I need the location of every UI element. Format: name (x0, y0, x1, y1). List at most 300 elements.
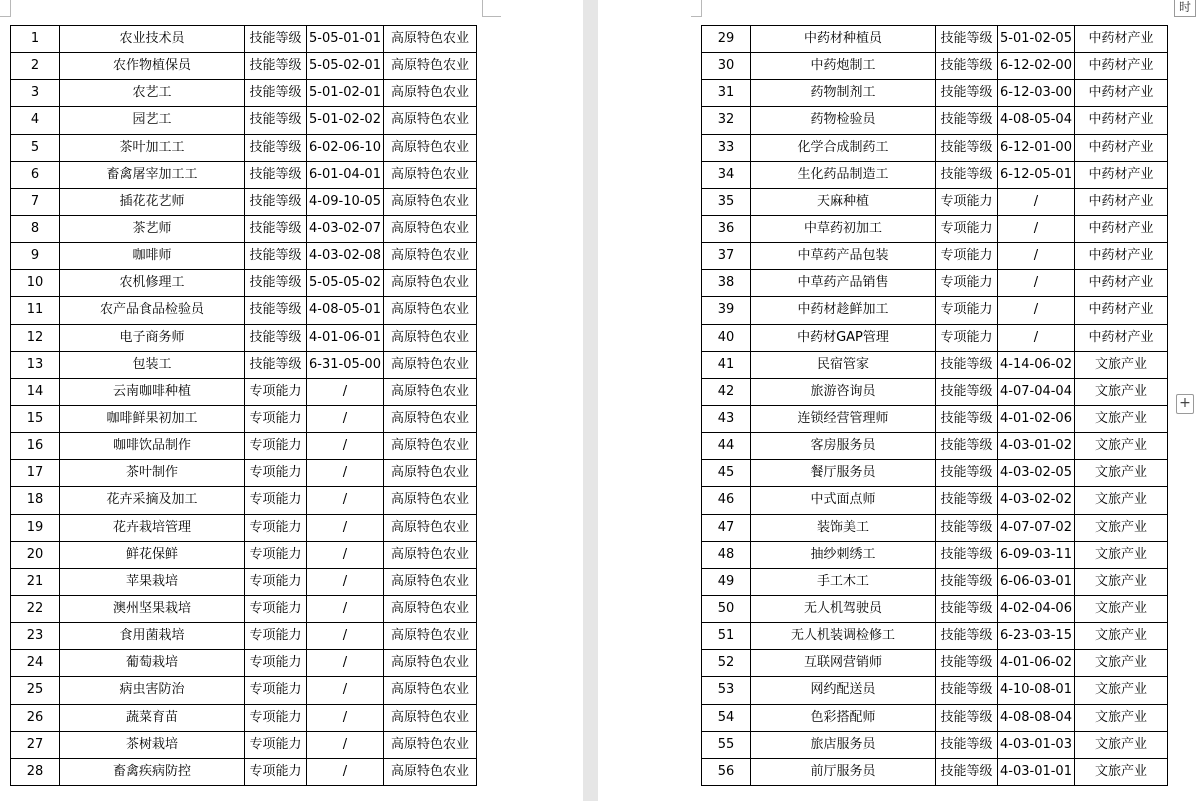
page-corner-mark (691, 0, 702, 17)
certificate-type-cell: 技能等级 (936, 161, 998, 188)
row-number-cell: 50 (702, 595, 751, 622)
occupation-name-cell: 装饰美工 (751, 514, 936, 541)
table-row (702, 514, 1168, 541)
table-row (11, 107, 477, 134)
certificate-type-cell: 技能等级 (245, 134, 307, 161)
industry-cell: 高原特色农业 (384, 677, 477, 704)
table-row (11, 161, 477, 188)
row-number-cell: 24 (11, 650, 60, 677)
table-row (11, 324, 477, 351)
occupation-code-cell: 6-12-01-00 (998, 134, 1075, 161)
occupation-code-cell: 6-06-03-01 (998, 568, 1075, 595)
occupation-name-cell: 茶艺师 (60, 215, 245, 242)
table-row (702, 270, 1168, 297)
occupation-name-cell: 中式面点师 (751, 487, 936, 514)
row-number-cell: 13 (11, 351, 60, 378)
industry-cell: 高原特色农业 (384, 595, 477, 622)
industry-cell: 高原特色农业 (384, 731, 477, 758)
row-number-cell: 40 (702, 324, 751, 351)
table-row (702, 26, 1168, 53)
certificate-type-cell: 专项能力 (245, 731, 307, 758)
occupation-code-cell: / (307, 541, 384, 568)
table-row (702, 134, 1168, 161)
occupation-code-cell: / (998, 243, 1075, 270)
table-row (11, 514, 477, 541)
certificate-type-cell: 专项能力 (245, 378, 307, 405)
occupation-code-cell: 4-07-07-02 (998, 514, 1075, 541)
industry-cell: 文旅产业 (1075, 595, 1168, 622)
certificate-type-cell: 技能等级 (245, 243, 307, 270)
table-row (11, 623, 477, 650)
occupation-name-cell: 连锁经营管理师 (751, 405, 936, 432)
row-number-cell: 27 (11, 731, 60, 758)
industry-cell: 文旅产业 (1075, 487, 1168, 514)
occupation-name-cell: 中草药初加工 (751, 215, 936, 242)
occupation-code-cell: 5-05-01-01 (307, 26, 384, 53)
table-row (702, 433, 1168, 460)
table-row (11, 568, 477, 595)
certificate-type-cell: 专项能力 (936, 297, 998, 324)
occupation-code-cell: 4-14-06-02 (998, 351, 1075, 378)
occupation-code-cell: / (307, 460, 384, 487)
industry-cell: 高原特色农业 (384, 53, 477, 80)
occupation-code-cell: 4-03-02-02 (998, 487, 1075, 514)
occupation-name-cell: 中草药产品销售 (751, 270, 936, 297)
industry-cell: 文旅产业 (1075, 460, 1168, 487)
industry-cell: 高原特色农业 (384, 188, 477, 215)
table-row (702, 487, 1168, 514)
table-row (702, 215, 1168, 242)
industry-cell: 高原特色农业 (384, 433, 477, 460)
table-row (702, 161, 1168, 188)
row-number-cell: 4 (11, 107, 60, 134)
certificate-type-cell: 专项能力 (936, 270, 998, 297)
occupation-name-cell: 食用菌栽培 (60, 623, 245, 650)
occupation-code-cell: / (307, 650, 384, 677)
occupation-name-cell: 中药材GAP管理 (751, 324, 936, 351)
row-number-cell: 9 (11, 243, 60, 270)
page-corner-mark (0, 0, 11, 17)
occupation-code-cell: / (307, 595, 384, 622)
row-number-cell: 34 (702, 161, 751, 188)
occupation-name-cell: 前厅服务员 (751, 758, 936, 785)
certificate-type-cell: 技能等级 (936, 351, 998, 378)
occupation-code-cell: 5-05-05-02 (307, 270, 384, 297)
industry-cell: 高原特色农业 (384, 758, 477, 785)
certificate-type-cell: 专项能力 (936, 243, 998, 270)
certificate-type-cell: 专项能力 (245, 405, 307, 432)
row-number-cell: 8 (11, 215, 60, 242)
occupation-code-cell: / (998, 270, 1075, 297)
industry-cell: 高原特色农业 (384, 704, 477, 731)
table-row (11, 378, 477, 405)
certificate-type-cell: 专项能力 (245, 541, 307, 568)
occupation-code-cell: / (307, 433, 384, 460)
row-number-cell: 3 (11, 80, 60, 107)
table-row (11, 731, 477, 758)
occupation-name-cell: 旅游咨询员 (751, 378, 936, 405)
certificate-type-cell: 技能等级 (936, 487, 998, 514)
occupation-code-cell: 4-08-05-04 (998, 107, 1075, 134)
row-number-cell: 46 (702, 487, 751, 514)
industry-cell: 文旅产业 (1075, 650, 1168, 677)
table-row (702, 623, 1168, 650)
table-row (11, 460, 477, 487)
certificate-type-cell: 技能等级 (245, 53, 307, 80)
table-row (702, 704, 1168, 731)
occupation-name-cell: 手工木工 (751, 568, 936, 595)
row-number-cell: 55 (702, 731, 751, 758)
industry-cell: 高原特色农业 (384, 215, 477, 242)
industry-cell: 中药材产业 (1075, 188, 1168, 215)
occupation-code-cell: / (307, 704, 384, 731)
certificate-type-cell: 专项能力 (936, 324, 998, 351)
occupation-code-cell: / (307, 623, 384, 650)
table-row (11, 134, 477, 161)
occupation-name-cell: 药物检验员 (751, 107, 936, 134)
industry-cell: 中药材产业 (1075, 53, 1168, 80)
certificate-type-cell: 技能等级 (936, 623, 998, 650)
certificate-type-cell: 技能等级 (936, 107, 998, 134)
certificate-type-cell: 技能等级 (936, 80, 998, 107)
certificate-type-cell: 技能等级 (936, 378, 998, 405)
occupation-name-cell: 鲜花保鲜 (60, 541, 245, 568)
occupation-table-right (701, 25, 1168, 786)
row-number-cell: 35 (702, 188, 751, 215)
certificate-type-cell: 专项能力 (245, 704, 307, 731)
certificate-type-cell: 技能等级 (936, 650, 998, 677)
occupation-name-cell: 旅店服务员 (751, 731, 936, 758)
industry-cell: 文旅产业 (1075, 541, 1168, 568)
occupation-name-cell: 茶叶加工工 (60, 134, 245, 161)
industry-cell: 中药材产业 (1075, 161, 1168, 188)
row-number-cell: 56 (702, 758, 751, 785)
industry-cell: 高原特色农业 (384, 80, 477, 107)
table-row (11, 80, 477, 107)
certificate-type-cell: 技能等级 (245, 270, 307, 297)
occupation-name-cell: 中药炮制工 (751, 53, 936, 80)
occupation-name-cell: 园艺工 (60, 107, 245, 134)
occupation-name-cell: 餐厅服务员 (751, 460, 936, 487)
occupation-code-cell: 6-01-04-01 (307, 161, 384, 188)
row-number-cell: 21 (11, 568, 60, 595)
certificate-type-cell: 技能等级 (245, 297, 307, 324)
row-number-cell: 38 (702, 270, 751, 297)
row-number-cell: 54 (702, 704, 751, 731)
row-number-cell: 32 (702, 107, 751, 134)
occupation-name-cell: 客房服务员 (751, 433, 936, 460)
occupation-code-cell: / (307, 731, 384, 758)
table-row (11, 270, 477, 297)
occupation-name-cell: 化学合成制药工 (751, 134, 936, 161)
occupation-name-cell: 无人机驾驶员 (751, 595, 936, 622)
row-number-cell: 41 (702, 351, 751, 378)
occupation-code-cell: / (998, 297, 1075, 324)
industry-cell: 中药材产业 (1075, 215, 1168, 242)
occupation-name-cell: 网约配送员 (751, 677, 936, 704)
industry-cell: 文旅产业 (1075, 677, 1168, 704)
table-row (702, 650, 1168, 677)
row-number-cell: 15 (11, 405, 60, 432)
certificate-type-cell: 技能等级 (245, 324, 307, 351)
industry-cell: 高原特色农业 (384, 26, 477, 53)
occupation-code-cell: 4-01-06-02 (998, 650, 1075, 677)
industry-cell: 中药材产业 (1075, 26, 1168, 53)
industry-cell: 高原特色农业 (384, 324, 477, 351)
occupation-name-cell: 抽纱刺绣工 (751, 541, 936, 568)
certificate-type-cell: 专项能力 (245, 758, 307, 785)
certificate-type-cell: 专项能力 (245, 568, 307, 595)
certificate-type-cell: 专项能力 (245, 433, 307, 460)
occupation-name-cell: 互联网营销师 (751, 650, 936, 677)
occupation-name-cell: 咖啡饮品制作 (60, 433, 245, 460)
occupation-code-cell: / (307, 405, 384, 432)
occupation-code-cell: / (998, 324, 1075, 351)
row-number-cell: 33 (702, 134, 751, 161)
occupation-code-cell: 4-01-02-06 (998, 405, 1075, 432)
occupation-name-cell: 插花花艺师 (60, 188, 245, 215)
row-number-cell: 26 (11, 704, 60, 731)
certificate-type-cell: 专项能力 (245, 677, 307, 704)
certificate-type-cell: 技能等级 (936, 541, 998, 568)
page-corner-mark (482, 0, 501, 17)
certificate-type-cell: 技能等级 (936, 731, 998, 758)
occupation-code-cell: / (307, 677, 384, 704)
row-number-cell: 47 (702, 514, 751, 541)
row-number-cell: 51 (702, 623, 751, 650)
add-icon[interactable]: + (1176, 394, 1194, 414)
table-row (702, 595, 1168, 622)
certificate-type-cell: 技能等级 (245, 351, 307, 378)
table-row (702, 378, 1168, 405)
table-row (11, 487, 477, 514)
table-row (702, 541, 1168, 568)
table-row (11, 188, 477, 215)
certificate-type-cell: 技能等级 (936, 433, 998, 460)
table-row (11, 215, 477, 242)
occupation-name-cell: 电子商务师 (60, 324, 245, 351)
table-row (11, 433, 477, 460)
table-row (11, 677, 477, 704)
certificate-type-cell: 专项能力 (245, 595, 307, 622)
industry-cell: 高原特色农业 (384, 134, 477, 161)
occupation-code-cell: / (998, 188, 1075, 215)
certificate-type-cell: 技能等级 (245, 107, 307, 134)
certificate-type-cell: 技能等级 (936, 514, 998, 541)
occupation-code-cell: 6-23-03-15 (998, 623, 1075, 650)
certificate-type-cell: 技能等级 (936, 568, 998, 595)
occupation-code-cell: 4-03-01-03 (998, 731, 1075, 758)
row-number-cell: 43 (702, 405, 751, 432)
table-row (702, 460, 1168, 487)
occupation-code-cell: 6-12-05-01 (998, 161, 1075, 188)
occupation-name-cell: 天麻种植 (751, 188, 936, 215)
occupation-code-cell: 5-05-02-01 (307, 53, 384, 80)
industry-cell: 文旅产业 (1075, 623, 1168, 650)
occupation-name-cell: 云南咖啡种植 (60, 378, 245, 405)
row-number-cell: 18 (11, 487, 60, 514)
occupation-code-cell: / (998, 215, 1075, 242)
occupation-code-cell: 6-02-06-10 (307, 134, 384, 161)
certificate-type-cell: 技能等级 (936, 53, 998, 80)
industry-cell: 高原特色农业 (384, 460, 477, 487)
table-row (11, 541, 477, 568)
certificate-type-cell: 技能等级 (936, 134, 998, 161)
table-row (11, 297, 477, 324)
occupation-name-cell: 中药材种植员 (751, 26, 936, 53)
row-number-cell: 45 (702, 460, 751, 487)
industry-cell: 高原特色农业 (384, 405, 477, 432)
row-number-cell: 36 (702, 215, 751, 242)
side-tab-button[interactable]: 时 (1174, 0, 1196, 17)
certificate-type-cell: 技能等级 (936, 704, 998, 731)
row-number-cell: 42 (702, 378, 751, 405)
table-row (702, 758, 1168, 785)
occupation-code-cell: 4-07-04-04 (998, 378, 1075, 405)
table-row (702, 731, 1168, 758)
occupation-code-cell: 6-12-03-00 (998, 80, 1075, 107)
occupation-name-cell: 咖啡鲜果初加工 (60, 405, 245, 432)
certificate-type-cell: 技能等级 (245, 161, 307, 188)
occupation-name-cell: 中药材趁鲜加工 (751, 297, 936, 324)
document-page-right (598, 0, 1196, 801)
table-row (11, 351, 477, 378)
occupation-code-cell: / (307, 378, 384, 405)
certificate-type-cell: 专项能力 (245, 514, 307, 541)
occupation-code-cell: 5-01-02-02 (307, 107, 384, 134)
certificate-type-cell: 技能等级 (936, 677, 998, 704)
occupation-code-cell: 4-03-02-07 (307, 215, 384, 242)
certificate-type-cell: 技能等级 (936, 26, 998, 53)
industry-cell: 高原特色农业 (384, 487, 477, 514)
industry-cell: 高原特色农业 (384, 568, 477, 595)
occupation-name-cell: 咖啡师 (60, 243, 245, 270)
table-row (11, 243, 477, 270)
industry-cell: 文旅产业 (1075, 568, 1168, 595)
row-number-cell: 30 (702, 53, 751, 80)
occupation-code-cell: 4-08-08-04 (998, 704, 1075, 731)
occupation-code-cell: 4-03-01-02 (998, 433, 1075, 460)
occupation-code-cell: 5-01-02-05 (998, 26, 1075, 53)
industry-cell: 文旅产业 (1075, 378, 1168, 405)
industry-cell: 高原特色农业 (384, 541, 477, 568)
occupation-code-cell: 6-12-02-00 (998, 53, 1075, 80)
table-row (11, 595, 477, 622)
row-number-cell: 17 (11, 460, 60, 487)
occupation-code-cell: 4-10-08-01 (998, 677, 1075, 704)
row-number-cell: 20 (11, 541, 60, 568)
occupation-name-cell: 畜禽疾病防控 (60, 758, 245, 785)
occupation-code-cell: / (307, 487, 384, 514)
table-row (702, 405, 1168, 432)
occupation-name-cell: 色彩搭配师 (751, 704, 936, 731)
certificate-type-cell: 技能等级 (245, 26, 307, 53)
table-row (11, 26, 477, 53)
occupation-name-cell: 无人机装调检修工 (751, 623, 936, 650)
occupation-name-cell: 病虫害防治 (60, 677, 245, 704)
occupation-name-cell: 民宿管家 (751, 351, 936, 378)
occupation-code-cell: / (307, 568, 384, 595)
industry-cell: 文旅产业 (1075, 514, 1168, 541)
table-row (11, 53, 477, 80)
industry-cell: 高原特色农业 (384, 351, 477, 378)
occupation-name-cell: 茶叶制作 (60, 460, 245, 487)
occupation-code-cell: 4-02-04-06 (998, 595, 1075, 622)
certificate-type-cell: 专项能力 (245, 623, 307, 650)
certificate-type-cell: 技能等级 (936, 595, 998, 622)
occupation-code-cell: 4-03-02-05 (998, 460, 1075, 487)
certificate-type-cell: 技能等级 (245, 80, 307, 107)
occupation-name-cell: 澳州坚果栽培 (60, 595, 245, 622)
row-number-cell: 12 (11, 324, 60, 351)
certificate-type-cell: 技能等级 (245, 188, 307, 215)
table-row (11, 650, 477, 677)
row-number-cell: 37 (702, 243, 751, 270)
row-number-cell: 16 (11, 433, 60, 460)
industry-cell: 高原特色农业 (384, 650, 477, 677)
industry-cell: 中药材产业 (1075, 80, 1168, 107)
row-number-cell: 53 (702, 677, 751, 704)
row-number-cell: 10 (11, 270, 60, 297)
industry-cell: 高原特色农业 (384, 161, 477, 188)
occupation-name-cell: 农业技术员 (60, 26, 245, 53)
row-number-cell: 14 (11, 378, 60, 405)
occupation-name-cell: 畜禽屠宰加工工 (60, 161, 245, 188)
row-number-cell: 1 (11, 26, 60, 53)
occupation-name-cell: 农机修理工 (60, 270, 245, 297)
occupation-code-cell: 5-01-02-01 (307, 80, 384, 107)
table-row (702, 324, 1168, 351)
industry-cell: 文旅产业 (1075, 731, 1168, 758)
table-row (702, 107, 1168, 134)
certificate-type-cell: 专项能力 (245, 487, 307, 514)
row-number-cell: 19 (11, 514, 60, 541)
document-page-left (0, 0, 583, 801)
industry-cell: 文旅产业 (1075, 405, 1168, 432)
row-number-cell: 23 (11, 623, 60, 650)
table-row (702, 53, 1168, 80)
row-number-cell: 29 (702, 26, 751, 53)
table-row (702, 677, 1168, 704)
industry-cell: 文旅产业 (1075, 351, 1168, 378)
industry-cell: 中药材产业 (1075, 297, 1168, 324)
occupation-name-cell: 农作物植保员 (60, 53, 245, 80)
occupation-code-cell: 4-08-05-01 (307, 297, 384, 324)
certificate-type-cell: 专项能力 (245, 460, 307, 487)
table-row (702, 568, 1168, 595)
certificate-type-cell: 技能等级 (245, 215, 307, 242)
row-number-cell: 44 (702, 433, 751, 460)
occupation-name-cell: 葡萄栽培 (60, 650, 245, 677)
certificate-type-cell: 技能等级 (936, 758, 998, 785)
row-number-cell: 48 (702, 541, 751, 568)
occupation-code-cell: 6-09-03-11 (998, 541, 1075, 568)
row-number-cell: 39 (702, 297, 751, 324)
row-number-cell: 31 (702, 80, 751, 107)
row-number-cell: 49 (702, 568, 751, 595)
occupation-code-cell: 6-31-05-00 (307, 351, 384, 378)
occupation-code-cell: 4-03-02-08 (307, 243, 384, 270)
occupation-name-cell: 花卉采摘及加工 (60, 487, 245, 514)
table-row (702, 351, 1168, 378)
occupation-name-cell: 农艺工 (60, 80, 245, 107)
occupation-name-cell: 茶树栽培 (60, 731, 245, 758)
occupation-code-cell: 4-03-01-01 (998, 758, 1075, 785)
row-number-cell: 11 (11, 297, 60, 324)
industry-cell: 文旅产业 (1075, 758, 1168, 785)
industry-cell: 文旅产业 (1075, 704, 1168, 731)
row-number-cell: 25 (11, 677, 60, 704)
